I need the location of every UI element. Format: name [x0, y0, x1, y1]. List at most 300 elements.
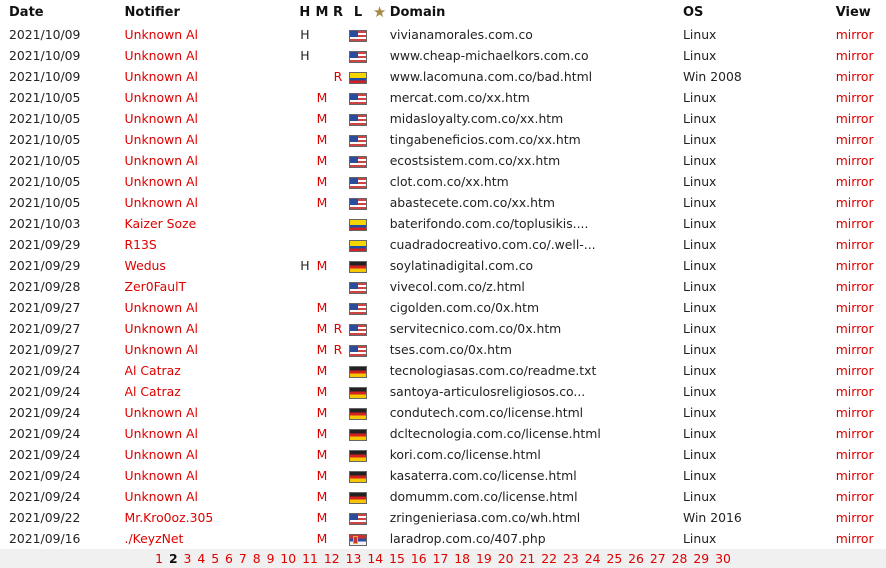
page-link-12[interactable]: 12: [323, 551, 340, 566]
os-cell: Linux: [683, 384, 717, 399]
location-cell: [347, 129, 370, 150]
date-cell: 2021/10/09: [9, 69, 81, 84]
date-cell: 2021/09/29: [9, 258, 81, 273]
special-cell: [370, 360, 390, 381]
mirror-link[interactable]: mirror: [835, 468, 874, 483]
location-cell: [347, 66, 370, 87]
domain-cell: zringenieriasa.com.co/wh.html: [389, 510, 581, 525]
date-cell: 2021/10/03: [9, 216, 81, 231]
flag-us-icon: [349, 51, 367, 63]
notifier-link[interactable]: Unknown Al: [124, 195, 198, 210]
table-row: [0, 360, 886, 381]
date-cell: 2021/10/05: [9, 111, 81, 126]
flag-de-icon: [349, 366, 367, 378]
flag-us-icon: [349, 93, 367, 105]
homepage-flag: [295, 234, 314, 255]
date-cell: 2021/10/05: [9, 153, 81, 168]
page-link-26[interactable]: 26: [628, 551, 644, 566]
table-header-row: [0, 0, 886, 24]
homepage-flag: H: [300, 258, 310, 273]
mirror-link[interactable]: mirror: [835, 132, 874, 147]
mirror-link[interactable]: mirror: [835, 363, 874, 378]
date-cell: 2021/10/09: [9, 27, 81, 42]
location-cell: [347, 486, 370, 507]
location-cell: [347, 297, 370, 318]
homepage-flag: [295, 150, 314, 171]
mirror-link[interactable]: mirror: [835, 342, 874, 357]
special-cell: [370, 45, 390, 66]
notifier-link[interactable]: ./KeyzNet: [124, 531, 184, 546]
homepage-flag: [295, 360, 314, 381]
redefacement-flag: [329, 381, 346, 402]
special-cell: [370, 297, 390, 318]
mirror-link[interactable]: mirror: [835, 27, 874, 42]
notifier-link[interactable]: Wedus: [124, 258, 166, 273]
table-body: [0, 24, 886, 549]
mirror-link[interactable]: mirror: [835, 510, 874, 525]
location-cell: [347, 192, 370, 213]
special-cell: [370, 423, 390, 444]
page-link-25[interactable]: 25: [606, 551, 623, 566]
table-row: [0, 276, 886, 297]
mass-flag: M: [316, 321, 328, 336]
domain-cell: ecostsistem.com.co/xx.htm: [389, 153, 561, 168]
date-cell: 2021/09/27: [9, 342, 81, 357]
redefacement-flag: R: [333, 69, 343, 84]
special-cell: [370, 87, 390, 108]
date-cell: 2021/09/24: [9, 426, 81, 441]
special-cell: [370, 66, 390, 87]
location-cell: [347, 87, 370, 108]
page-link-16[interactable]: 16: [410, 551, 427, 566]
os-cell: Linux: [683, 363, 717, 378]
special-cell: [370, 108, 390, 129]
redefacement-flag: [329, 171, 346, 192]
table-row: [0, 381, 886, 402]
date-cell: 2021/09/28: [9, 279, 81, 294]
mirror-link[interactable]: mirror: [835, 258, 874, 273]
redefacement-flag: [329, 486, 346, 507]
mirror-link[interactable]: mirror: [835, 405, 874, 420]
table-row: [0, 507, 886, 528]
notifier-link[interactable]: Al Catraz: [124, 384, 181, 399]
domain-cell: kori.com.co/license.html: [389, 447, 541, 462]
notifier-link[interactable]: Unknown Al: [124, 300, 198, 315]
homepage-flag: [295, 507, 314, 528]
domain-cell: kasaterra.com.co/license.html: [389, 468, 577, 483]
location-cell: [347, 234, 370, 255]
notifier-link[interactable]: Unknown Al: [124, 426, 198, 441]
flag-co-icon: [349, 240, 367, 252]
location-cell: [347, 255, 370, 276]
domain-cell: laradrop.com.co/407.php: [389, 531, 546, 546]
page-link-21[interactable]: 21: [519, 551, 536, 566]
notifier-link[interactable]: Al Catraz: [124, 363, 181, 378]
mirror-link[interactable]: mirror: [835, 111, 874, 126]
mass-flag: [314, 66, 329, 87]
table-row: [0, 66, 886, 87]
date-cell: 2021/10/05: [9, 195, 81, 210]
domain-cell: soylatinadigital.com.co: [389, 258, 534, 273]
homepage-flag: H: [300, 48, 310, 63]
notifier-link[interactable]: Unknown Al: [124, 153, 198, 168]
page-link-22[interactable]: 22: [541, 551, 558, 566]
page-link-14[interactable]: 14: [367, 551, 384, 566]
notifier-link[interactable]: Unknown Al: [124, 48, 198, 63]
mass-flag: M: [316, 363, 328, 378]
column-header-homepage[interactable]: H: [299, 4, 311, 20]
homepage-flag: [295, 213, 314, 234]
os-cell: Linux: [683, 132, 717, 147]
date-cell: 2021/09/27: [9, 321, 81, 336]
redefacement-flag: R: [333, 342, 343, 357]
homepage-flag: H: [300, 27, 310, 42]
table-row: [0, 24, 886, 45]
os-cell: Win 2016: [683, 510, 742, 525]
table-row: [0, 297, 886, 318]
special-cell: [370, 213, 390, 234]
mirror-link[interactable]: mirror: [835, 279, 874, 294]
table-row: [0, 465, 886, 486]
domain-cell: mercat.com.co/xx.htm: [389, 90, 530, 105]
flag-de-icon: [349, 429, 367, 441]
os-cell: Linux: [683, 531, 717, 546]
location-cell: [347, 24, 370, 45]
mass-flag: [314, 234, 329, 255]
homepage-flag: [295, 276, 314, 297]
os-cell: Linux: [683, 153, 717, 168]
notifier-link[interactable]: Zer0FaulT: [124, 279, 187, 294]
flag-de-icon: [349, 261, 367, 273]
location-cell: [347, 528, 370, 549]
notifier-link[interactable]: Unknown Al: [124, 132, 198, 147]
page-link-6[interactable]: 6: [225, 551, 233, 566]
redefacement-flag: [329, 444, 346, 465]
column-header-mass[interactable]: M: [315, 4, 329, 20]
location-cell: [347, 108, 370, 129]
special-cell: [370, 318, 390, 339]
domain-cell: tingabeneficios.com.co/xx.htm: [389, 132, 581, 147]
special-cell: [370, 192, 390, 213]
table-row: [0, 339, 886, 360]
flag-us-icon: [349, 135, 367, 147]
mass-flag: M: [316, 300, 328, 315]
notifier-link[interactable]: Unknown Al: [124, 174, 198, 189]
domain-cell: vivianamorales.com.co: [389, 27, 533, 42]
notifier-link[interactable]: Unknown Al: [124, 447, 198, 462]
redefacement-flag: [329, 255, 346, 276]
os-cell: Linux: [683, 279, 717, 294]
domain-cell: dcltecnologia.com.co/license.html: [389, 426, 601, 441]
os-cell: Linux: [683, 216, 717, 231]
date-cell: 2021/09/24: [9, 405, 81, 420]
flag-rs-icon: [349, 534, 367, 546]
mass-flag: M: [316, 90, 328, 105]
notifier-link[interactable]: Unknown Al: [124, 90, 198, 105]
column-header-special[interactable]: [370, 0, 390, 24]
homepage-flag: [295, 192, 314, 213]
flag-us-icon: [349, 114, 367, 126]
column-header-domain[interactable]: Domain: [389, 4, 446, 20]
domain-cell: cigolden.com.co/0x.htm: [389, 300, 540, 315]
mass-flag: M: [316, 489, 328, 504]
column-header-notifier[interactable]: Notifier: [124, 4, 180, 20]
mirror-link[interactable]: mirror: [835, 531, 874, 546]
os-cell: Linux: [683, 174, 717, 189]
date-cell: 2021/09/24: [9, 363, 81, 378]
table-row: [0, 87, 886, 108]
notifier-link[interactable]: Unknown Al: [124, 468, 198, 483]
page-link-19[interactable]: 19: [476, 551, 492, 566]
homepage-flag: [295, 381, 314, 402]
page-link-29[interactable]: 29: [693, 551, 710, 566]
os-cell: Linux: [683, 90, 717, 105]
mass-flag: M: [316, 510, 328, 525]
mirror-link[interactable]: mirror: [835, 321, 874, 336]
os-cell: Win 2008: [683, 69, 742, 84]
mirror-link[interactable]: mirror: [835, 426, 874, 441]
mass-flag: M: [316, 468, 328, 483]
flag-us-icon: [349, 282, 367, 294]
location-cell: [347, 465, 370, 486]
redefacement-flag: [329, 87, 346, 108]
mass-flag: M: [316, 447, 328, 462]
table-row: [0, 129, 886, 150]
table-row: [0, 192, 886, 213]
homepage-flag: [295, 444, 314, 465]
flag-co-icon: [349, 219, 367, 231]
date-cell: 2021/09/29: [9, 237, 81, 252]
location-cell: [347, 318, 370, 339]
homepage-flag: [295, 339, 314, 360]
page-link-5[interactable]: 5: [211, 551, 220, 566]
mirror-link[interactable]: mirror: [835, 300, 874, 315]
table-row: [0, 528, 886, 549]
page-link-8[interactable]: 8: [252, 551, 261, 566]
special-cell: [370, 24, 390, 45]
table-row: [0, 213, 886, 234]
page-link-10[interactable]: 10: [280, 551, 297, 566]
domain-cell: www.cheap-michaelkors.com.co: [389, 48, 589, 63]
flag-us-icon: [349, 177, 367, 189]
location-cell: [347, 171, 370, 192]
page-link-9[interactable]: 9: [266, 551, 275, 566]
redefacement-flag: [329, 465, 346, 486]
mirror-link[interactable]: mirror: [835, 153, 874, 168]
location-cell: [347, 213, 370, 234]
os-cell: Linux: [683, 195, 717, 210]
location-cell: [347, 444, 370, 465]
notifier-link[interactable]: Unknown Al: [124, 342, 198, 357]
homepage-flag: [295, 129, 314, 150]
domain-cell: domumm.com.co/license.html: [389, 489, 578, 504]
page-link-30[interactable]: 30: [715, 551, 731, 566]
homepage-flag: [295, 171, 314, 192]
flag-de-icon: [349, 387, 367, 399]
table-row: [0, 423, 886, 444]
column-header-location[interactable]: L: [353, 4, 363, 20]
date-cell: 2021/09/24: [9, 447, 81, 462]
column-header-redefacement[interactable]: R: [332, 4, 343, 20]
mirror-link[interactable]: mirror: [835, 90, 874, 105]
page-link-11[interactable]: 11: [302, 551, 318, 566]
flag-us-icon: [349, 324, 367, 336]
date-cell: 2021/10/05: [9, 90, 81, 105]
location-cell: [347, 381, 370, 402]
mass-flag: M: [316, 405, 328, 420]
mass-flag: M: [316, 132, 328, 147]
flag-de-icon: [349, 408, 367, 420]
homepage-flag: [295, 87, 314, 108]
mass-flag: [314, 45, 329, 66]
redefacement-flag: [329, 150, 346, 171]
mass-flag: M: [316, 174, 328, 189]
homepage-flag: [295, 423, 314, 444]
homepage-flag: [295, 297, 314, 318]
page-link-28[interactable]: 28: [671, 551, 688, 566]
os-cell: Linux: [683, 237, 717, 252]
homepage-flag: [295, 108, 314, 129]
redefacement-flag: [329, 24, 346, 45]
star-icon: ★: [372, 3, 387, 21]
redefacement-flag: [329, 45, 346, 66]
domain-cell: midasloyalty.com.co/xx.htm: [389, 111, 564, 126]
notifier-link[interactable]: Unknown Al: [124, 405, 198, 420]
page-link-17[interactable]: 17: [432, 551, 449, 566]
location-cell: [347, 360, 370, 381]
mirror-link[interactable]: mirror: [835, 384, 874, 399]
column-header-date[interactable]: Date: [9, 4, 44, 20]
mass-flag: [314, 213, 329, 234]
page-link-7[interactable]: 7: [238, 551, 247, 566]
notifier-link[interactable]: R13S: [124, 237, 157, 252]
location-cell: [347, 402, 370, 423]
os-cell: Linux: [683, 27, 717, 42]
mirror-link[interactable]: mirror: [835, 195, 874, 210]
page-link-24[interactable]: 24: [584, 551, 601, 566]
page-link-2[interactable]: 2: [168, 551, 178, 566]
mirror-link[interactable]: mirror: [835, 447, 874, 462]
redefacement-flag: [329, 276, 346, 297]
date-cell: 2021/09/16: [9, 531, 81, 546]
page-link-4[interactable]: 4: [197, 551, 206, 566]
table-row: [0, 318, 886, 339]
table-row: [0, 150, 886, 171]
domain-cell: clot.com.co/xx.htm: [389, 174, 509, 189]
domain-cell: www.lacomuna.com.co/bad.html: [389, 69, 593, 84]
redefacement-flag: [329, 213, 346, 234]
page-link-23[interactable]: 23: [562, 551, 579, 566]
page-link-18[interactable]: 18: [454, 551, 471, 566]
special-cell: [370, 255, 390, 276]
flag-us-icon: [349, 156, 367, 168]
os-cell: Linux: [683, 48, 717, 63]
location-cell: [347, 339, 370, 360]
mass-flag: M: [316, 153, 328, 168]
domain-cell: condutech.com.co/license.html: [389, 405, 584, 420]
homepage-flag: [295, 465, 314, 486]
mass-flag: M: [316, 258, 328, 273]
column-header-os[interactable]: OS: [683, 4, 704, 20]
notifier-link[interactable]: Unknown Al: [124, 69, 198, 84]
domain-cell: abastecete.com.co/xx.htm: [389, 195, 555, 210]
notifier-link[interactable]: Unknown Al: [124, 27, 198, 42]
notifier-link[interactable]: Unknown Al: [124, 111, 198, 126]
flag-de-icon: [349, 471, 367, 483]
redefacement-flag: [329, 402, 346, 423]
location-cell: [347, 507, 370, 528]
redefacement-flag: [329, 129, 346, 150]
date-cell: 2021/09/27: [9, 300, 81, 315]
mirror-link[interactable]: mirror: [835, 69, 874, 84]
mass-flag: M: [316, 384, 328, 399]
notifier-link[interactable]: Kaizer Soze: [124, 216, 197, 231]
mirror-link[interactable]: mirror: [835, 216, 874, 231]
homepage-flag: [295, 486, 314, 507]
mass-flag: M: [316, 342, 328, 357]
mass-flag: M: [316, 111, 328, 126]
redefacement-flag: [329, 528, 346, 549]
notifier-link[interactable]: Mr.Kro0oz.305: [124, 510, 214, 525]
homepage-flag: [295, 528, 314, 549]
flag-co-icon: [349, 72, 367, 84]
page-link-3[interactable]: 3: [183, 551, 192, 566]
column-header-view: View: [835, 4, 871, 20]
page-link-13[interactable]: 13: [345, 551, 362, 566]
notifier-link[interactable]: Unknown Al: [124, 489, 198, 504]
domain-cell: tses.com.co/0x.htm: [389, 342, 512, 357]
redefacement-flag: [329, 360, 346, 381]
special-cell: [370, 150, 390, 171]
os-cell: Linux: [683, 468, 717, 483]
date-cell: 2021/09/22: [9, 510, 81, 525]
special-cell: [370, 528, 390, 549]
page-link-1[interactable]: 1: [155, 551, 163, 566]
domain-cell: tecnologiasas.com.co/readme.txt: [389, 363, 597, 378]
homepage-flag: [295, 402, 314, 423]
table-row: [0, 45, 886, 66]
mirror-link[interactable]: mirror: [835, 48, 874, 63]
special-cell: [370, 234, 390, 255]
special-cell: [370, 276, 390, 297]
domain-cell: baterifondo.com.co/toplusikis....: [389, 216, 589, 231]
special-cell: [370, 465, 390, 486]
homepage-flag: [295, 318, 314, 339]
location-cell: [347, 423, 370, 444]
date-cell: 2021/10/09: [9, 48, 81, 63]
redefacement-flag: [329, 234, 346, 255]
homepage-flag: [295, 66, 314, 87]
page-link-15[interactable]: 15: [389, 551, 405, 566]
os-cell: Linux: [683, 342, 717, 357]
mass-flag: M: [316, 195, 328, 210]
mirror-link[interactable]: mirror: [835, 489, 874, 504]
mirror-link[interactable]: mirror: [835, 174, 874, 189]
page-link-20[interactable]: 20: [497, 551, 514, 566]
special-cell: [370, 171, 390, 192]
notifier-link[interactable]: Unknown Al: [124, 321, 198, 336]
location-cell: [347, 276, 370, 297]
mass-flag: [314, 276, 329, 297]
table-row: [0, 234, 886, 255]
flag-us-icon: [349, 513, 367, 525]
domain-cell: vivecol.com.co/z.html: [389, 279, 525, 294]
page-link-27[interactable]: 27: [649, 551, 666, 566]
mirror-link[interactable]: mirror: [835, 237, 874, 252]
flag-us-icon: [349, 303, 367, 315]
redefacement-flag: [329, 192, 346, 213]
flag-de-icon: [349, 492, 367, 504]
